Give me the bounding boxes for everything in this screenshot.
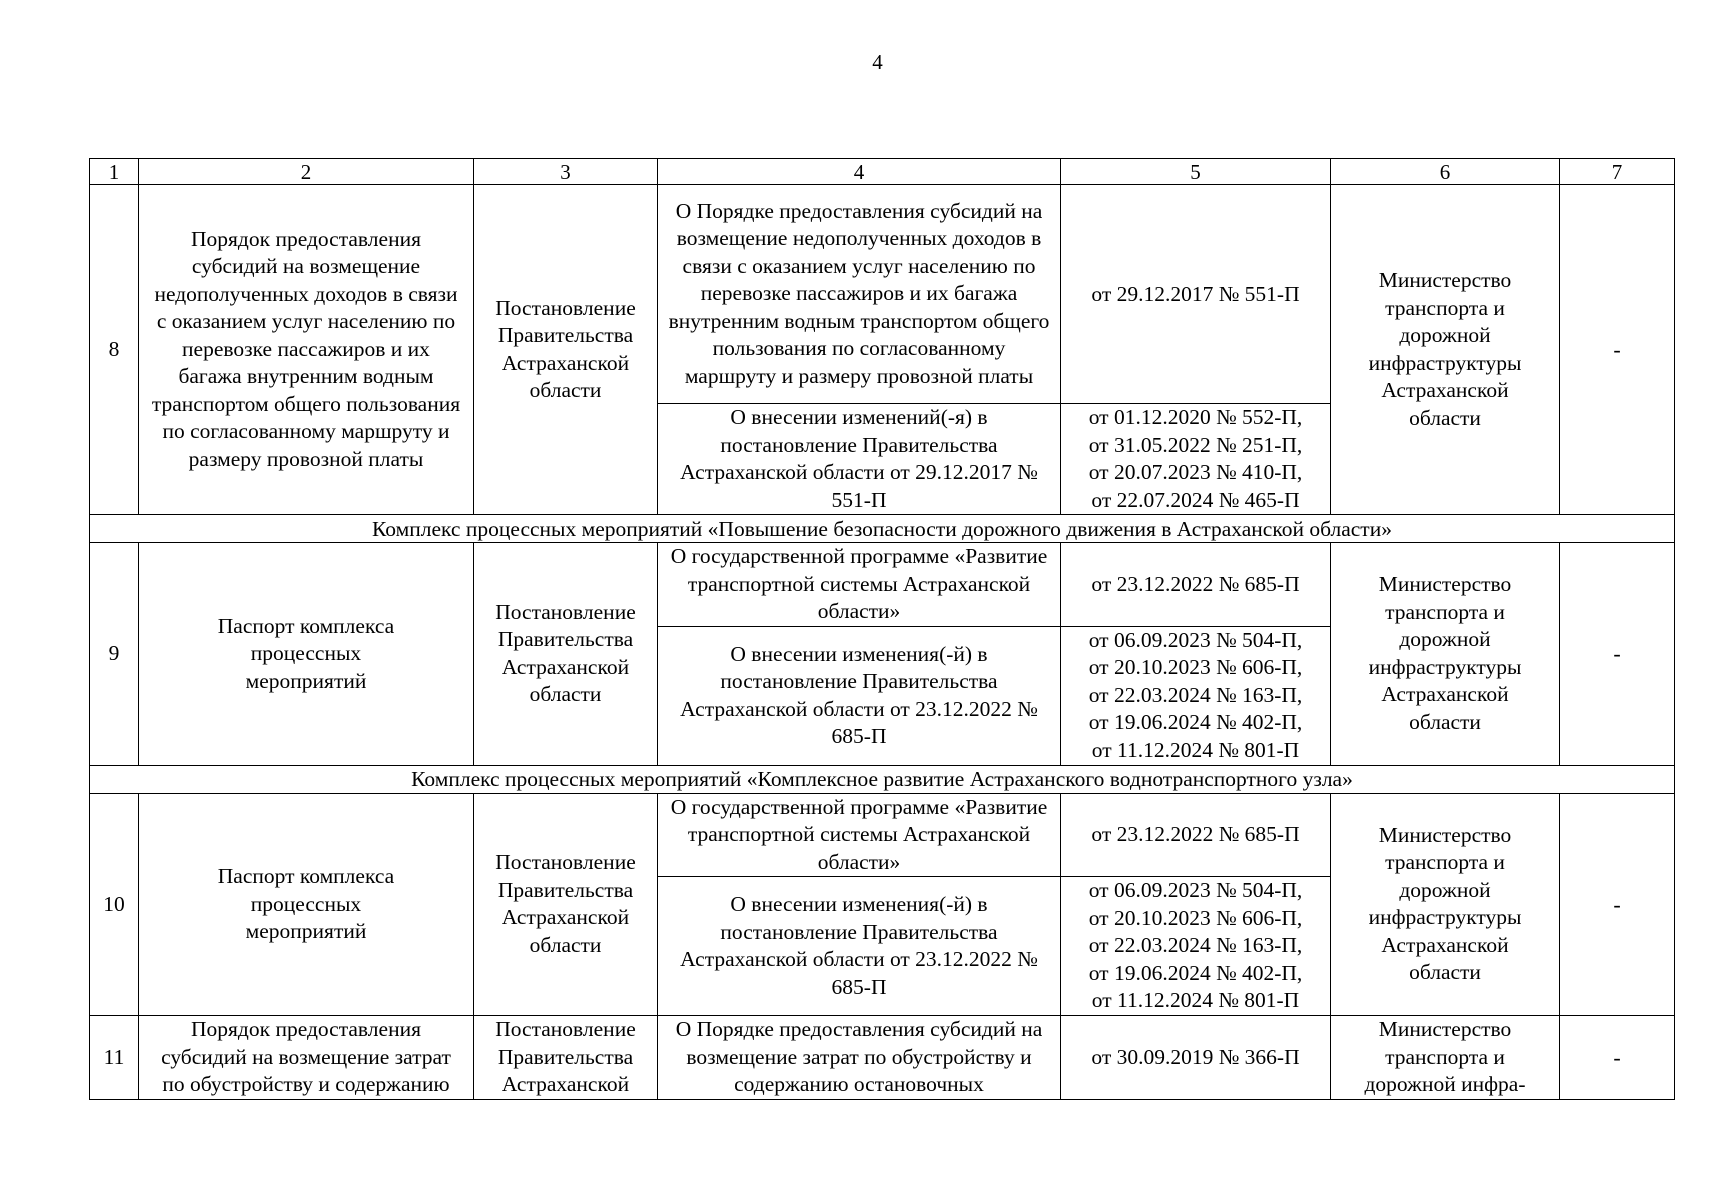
ministry: Министерство транспорта и дорожной инфра- bbox=[1331, 1016, 1560, 1100]
amendment-date: от 20.07.2023 № 410-П, bbox=[1088, 460, 1303, 484]
act-date: от 30.09.2019 № 366-П bbox=[1061, 1016, 1331, 1100]
amendment-date: от 22.03.2024 № 163-П, bbox=[1088, 933, 1303, 958]
document-name: Порядок предоставления субсидий на возмещение затрат по обустройству и содержанию bbox=[139, 1016, 474, 1100]
section-row bbox=[90, 765, 1675, 793]
amendment-date: от 20.10.2023 № 606-П, bbox=[1088, 655, 1303, 680]
act-type: Постановление Правительства Астраханской области bbox=[474, 543, 658, 766]
amendment-title: О внесении изменения(-й) в постановление Правительства Астраханской области от 23.12.2022 № 685-П bbox=[658, 877, 1061, 1016]
act-type: Постановление Правительства Астраханской области bbox=[474, 185, 658, 515]
act-title: О Порядке предоставления субсидий на возмещение затрат по обустройству и содержанию остановочных bbox=[658, 1016, 1061, 1100]
header-cell: 7 bbox=[1560, 159, 1675, 185]
col7-value: - bbox=[1560, 1016, 1675, 1100]
amendment-date: от 11.12.2024 № 801-П bbox=[1091, 988, 1300, 1013]
act-type: Постановление Правительства Астраханской bbox=[474, 1016, 658, 1100]
header-cell: 2 bbox=[139, 159, 474, 185]
row-number: 10 bbox=[90, 793, 139, 1016]
act-date: от 23.12.2022 № 685-П bbox=[1061, 543, 1331, 627]
header-cell: 1 bbox=[90, 159, 139, 185]
amendment-dates bbox=[1061, 626, 1331, 765]
amendment-date: от 06.09.2023 № 504-П, bbox=[1088, 627, 1303, 652]
act-title: О Порядке предоставления субсидий на возмещение недополученных доходов в связи с оказанием услуг населению по перевозке пассажиров и их багажа внутренним водным транспортом общего пользования по согласованному маршруту и размеру провозной платы bbox=[658, 185, 1061, 404]
header-cell: 6 bbox=[1331, 159, 1560, 185]
amendment-title: О внесении изменения(-й) в постановление Правительства Астраханской области от 23.12.2022 № 685-П bbox=[658, 626, 1061, 765]
header-row bbox=[90, 159, 1675, 185]
col7-value: - bbox=[1560, 793, 1675, 1016]
table-row bbox=[90, 185, 1675, 404]
amendment-date: от 06.09.2023 № 504-П, bbox=[1088, 878, 1303, 903]
amendment-date: от 22.07.2024 № 465-П bbox=[1091, 487, 1300, 512]
header-cell: 3 bbox=[474, 159, 658, 185]
header-cell: 5 bbox=[1061, 159, 1331, 185]
ministry: Министерство транспорта и дорожной инфраструктуры Астраханской области bbox=[1331, 793, 1560, 1016]
amendment-date: от 31.05.2022 № 251-П, bbox=[1088, 432, 1303, 457]
amendment-dates bbox=[1061, 404, 1331, 515]
section-title: Комплекс процессных мероприятий «Комплексное развитие Астраханского воднотранспортного узла» bbox=[90, 765, 1675, 793]
row-number: 11 bbox=[90, 1016, 139, 1100]
document-name: Паспорт комплекса процессных мероприятий bbox=[139, 793, 474, 1016]
document-name: Порядок предоставления субсидий на возмещение недополученных доходов в связи с оказанием услуг населению по перевозке пассажиров и их багажа внутренним водным транспортом общего пользования по согласованному маршруту и размеру провозной платы bbox=[139, 185, 474, 515]
section-title: Комплекс процессных мероприятий «Повышение безопасности дорожного движения в Астраханской области» bbox=[90, 515, 1675, 543]
row-number: 9 bbox=[90, 543, 139, 766]
table-row bbox=[90, 793, 1675, 877]
amendment-date: от 19.06.2024 № 402-П, bbox=[1088, 960, 1303, 985]
act-type: Постановление Правительства Астраханской области bbox=[474, 793, 658, 1016]
table-row bbox=[90, 543, 1675, 627]
document-name: Паспорт комплекса процессных мероприятий bbox=[139, 543, 474, 766]
col7-value: - bbox=[1560, 185, 1675, 515]
col7-value: - bbox=[1560, 543, 1675, 766]
header-cell: 4 bbox=[658, 159, 1061, 185]
act-title: О государственной программе «Развитие транспортной системы Астраханской области» bbox=[658, 793, 1061, 877]
page-number: 4 bbox=[872, 50, 883, 74]
act-date: от 29.12.2017 № 551-П bbox=[1061, 185, 1331, 404]
section-row bbox=[90, 515, 1675, 543]
amendment-title: О внесении изменений(-я) в постановление Правительства Астраханской области от 29.12.2017 № 551-П bbox=[658, 404, 1061, 515]
amendment-date: от 11.12.2024 № 801-П bbox=[1091, 737, 1300, 762]
table-row bbox=[90, 1016, 1675, 1100]
ministry: Министерство транспорта и дорожной инфраструктуры Астраханской области bbox=[1331, 185, 1560, 515]
amendment-date: от 22.03.2024 № 163-П, bbox=[1088, 682, 1303, 707]
ministry: Министерство транспорта и дорожной инфраструктуры Астраханской области bbox=[1331, 543, 1560, 766]
amendment-dates bbox=[1061, 877, 1331, 1016]
act-date: от 23.12.2022 № 685-П bbox=[1061, 793, 1331, 877]
act-title: О государственной программе «Развитие транспортной системы Астраханской области» bbox=[658, 543, 1061, 627]
row-number: 8 bbox=[90, 185, 139, 515]
amendment-date: от 19.06.2024 № 402-П, bbox=[1088, 710, 1303, 735]
amendment-date: от 01.12.2020 № 552-П, bbox=[1088, 405, 1303, 429]
amendment-date: от 20.10.2023 № 606-П, bbox=[1088, 905, 1303, 930]
registry-table bbox=[89, 158, 1675, 1100]
